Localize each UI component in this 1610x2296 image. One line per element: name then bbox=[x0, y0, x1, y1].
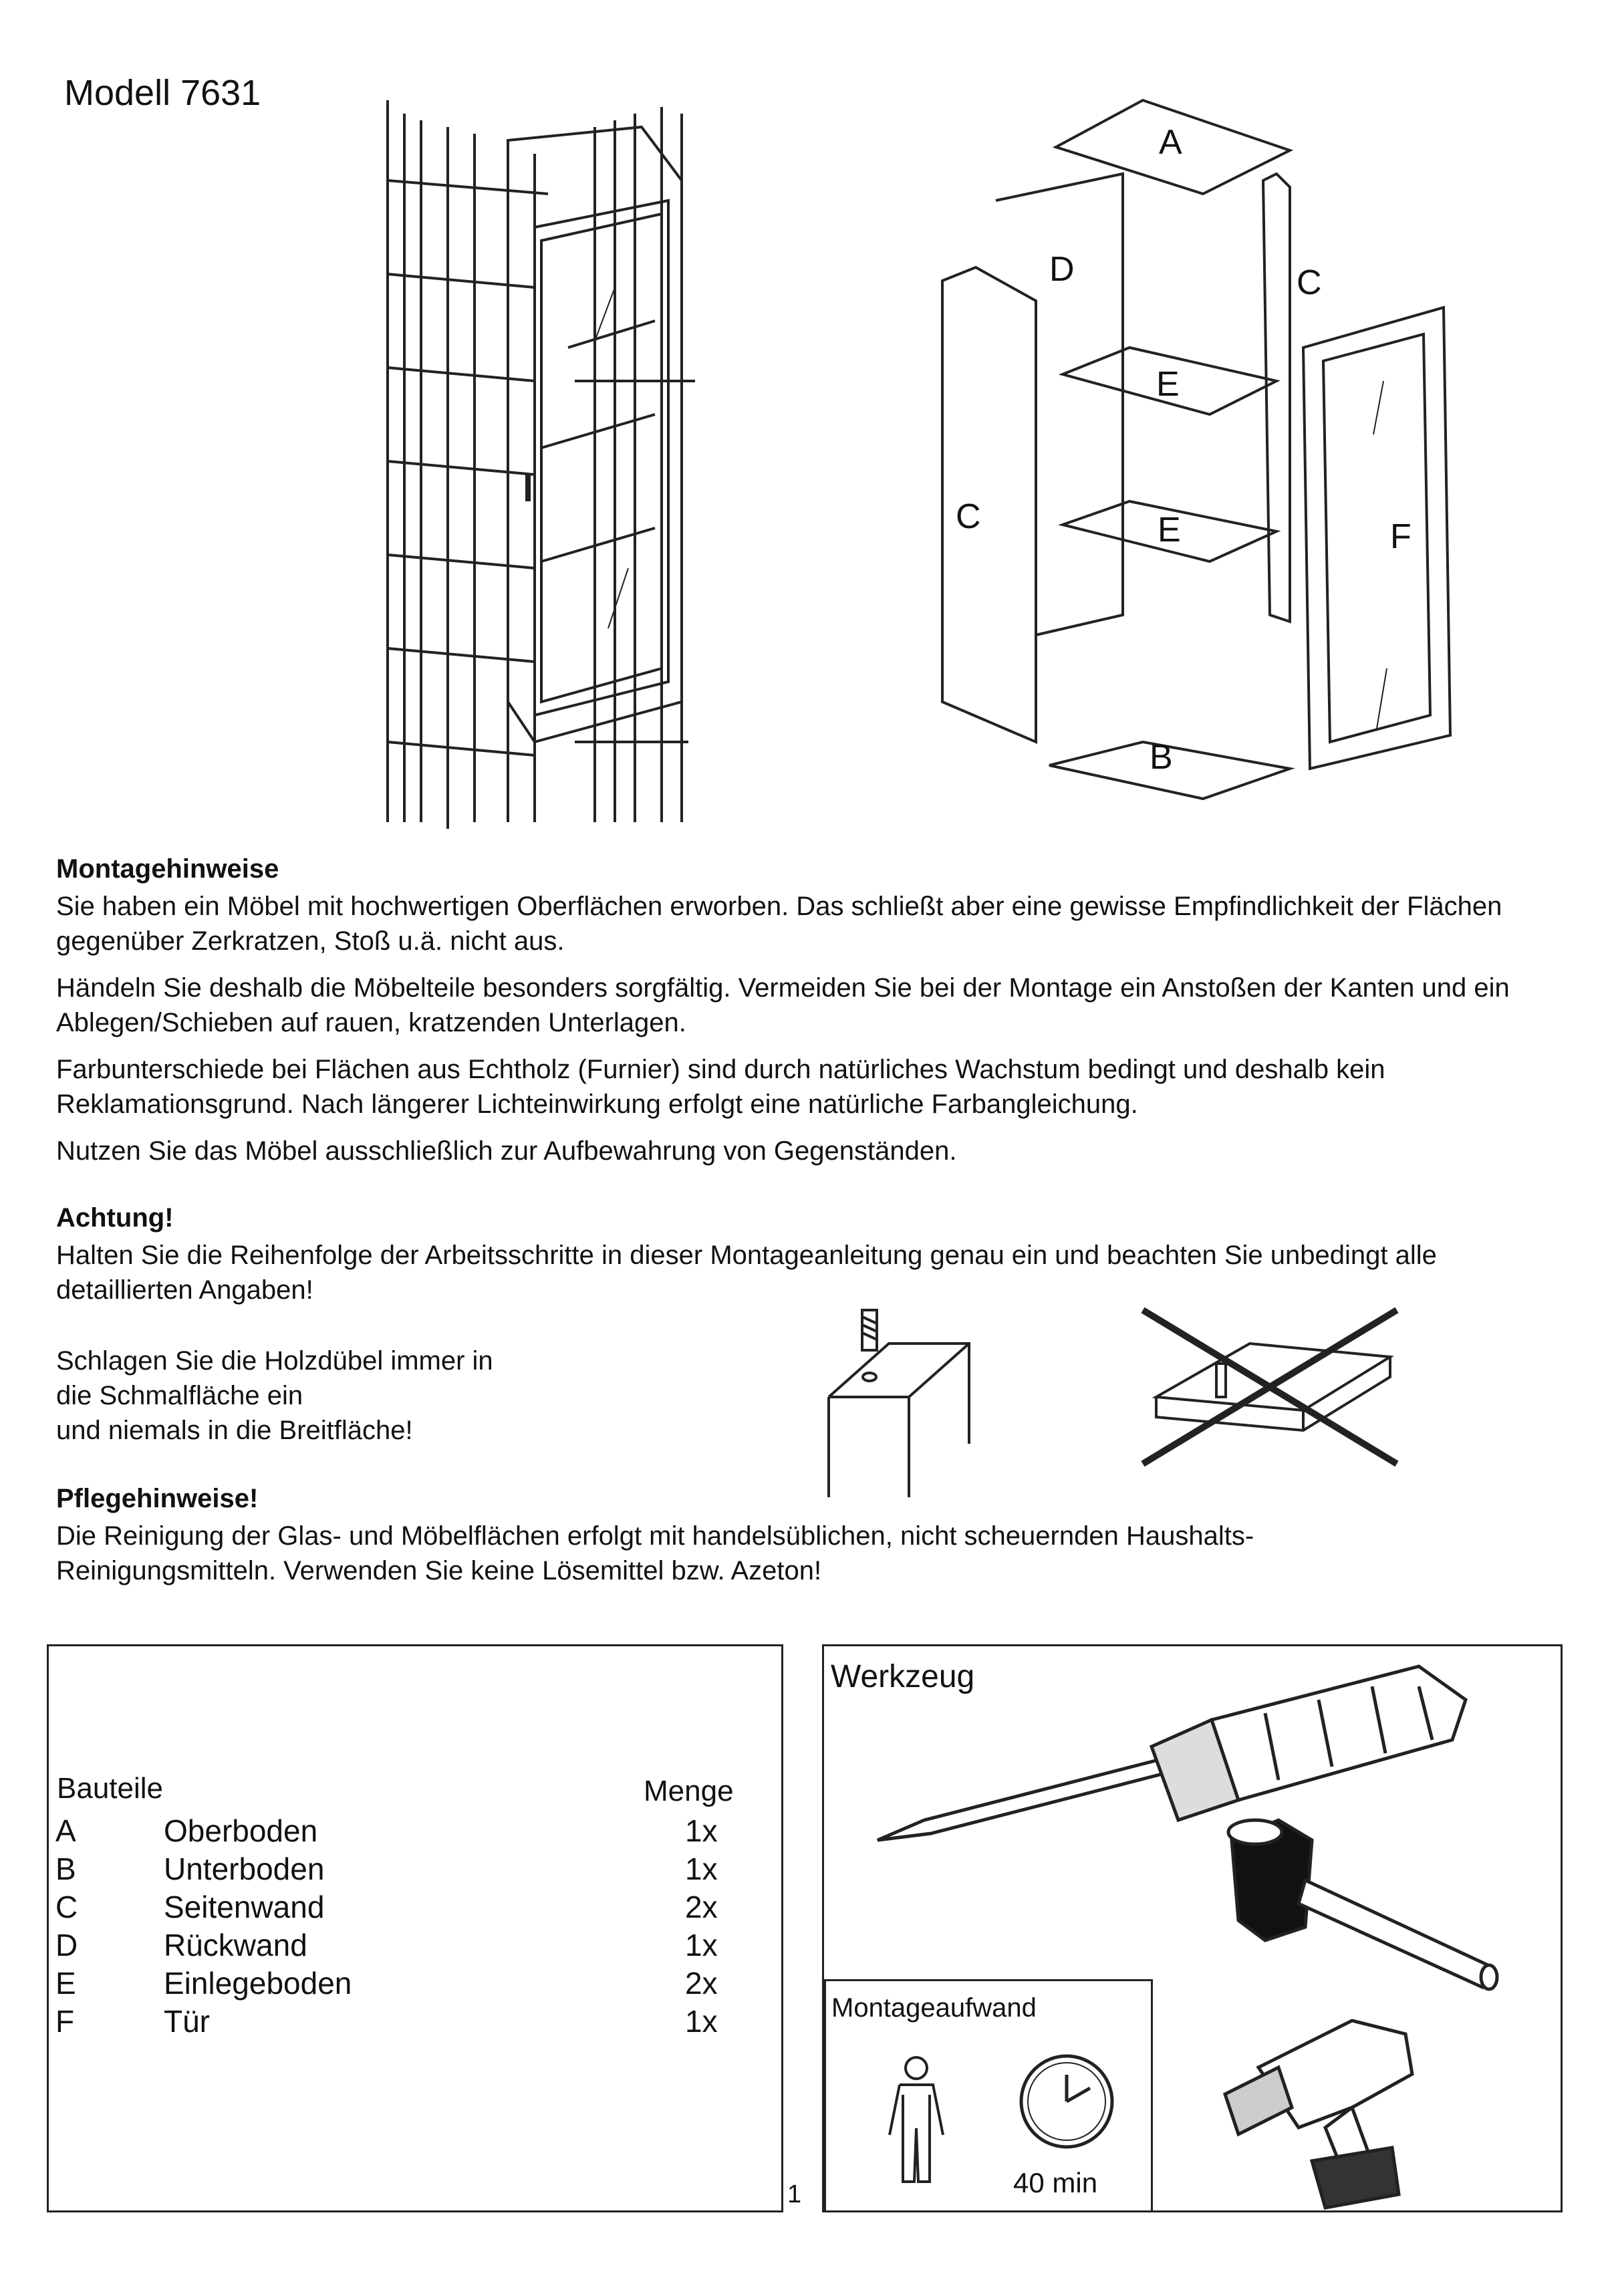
part-letter: C bbox=[55, 1890, 78, 1924]
assembled-cabinet-illustration bbox=[374, 100, 722, 829]
diagram-label-b: B bbox=[1150, 738, 1173, 777]
clock-icon bbox=[1017, 2051, 1117, 2152]
part-quantity: 2x bbox=[685, 1966, 718, 2001]
diagram-label-f: F bbox=[1390, 517, 1412, 556]
part-quantity: 1x bbox=[685, 1852, 718, 1886]
achtung-text: Halten Sie die Reihenfolge der Arbeitsschritte in dieser Montageanleitung genau ein und beachten Sie unbedingt alle detaillierten Angaben! bbox=[56, 1241, 1437, 1305]
part-letter: D bbox=[55, 1928, 78, 1962]
parts-row bbox=[49, 1888, 784, 1926]
pflege-text: Die Reinigung der Glas- und Möbelflächen erfolgt mit handelsüblichen, nicht scheuernden Haushalts-Reinigungsmitteln. Verwenden Sie keine Lösemittel bzw. Azeton! bbox=[56, 1521, 1254, 1585]
pflege-heading: Pflegehinweise! bbox=[56, 1484, 259, 1513]
parts-row bbox=[49, 1812, 784, 1850]
diagram-label-e-bottom: E bbox=[1158, 511, 1181, 549]
montage-paragraph-2: Händeln Sie deshalb die Möbelteile besonders sorgfältig. Vermeiden Sie bei der Montage ein Anstoßen der Kanten und ein Ablegen/Schieben auf rauen, kratzenden Unterlagen. bbox=[56, 973, 1510, 1037]
diagram-label-c-right: C bbox=[1297, 263, 1322, 302]
cordless-drill-icon bbox=[1218, 1994, 1446, 2208]
part-quantity: 1x bbox=[685, 2004, 718, 2039]
montage-heading: Montagehinweise bbox=[56, 854, 279, 884]
part-letter: F bbox=[55, 2004, 75, 2039]
achtung-heading: Achtung! bbox=[56, 1203, 174, 1233]
diagram-label-e-top: E bbox=[1156, 365, 1180, 404]
part-name: Einlegeboden bbox=[164, 1966, 352, 2001]
part-quantity: 1x bbox=[685, 1928, 718, 1962]
part-quantity: 1x bbox=[685, 1813, 718, 1848]
effort-box bbox=[824, 1979, 1153, 2212]
part-letter: A bbox=[55, 1813, 76, 1848]
part-name: Unterboden bbox=[164, 1852, 325, 1886]
parts-row bbox=[49, 1850, 784, 1888]
effort-label: Montageaufwand bbox=[831, 1993, 1037, 2023]
dowel-instruction-line-3: und niemals in die Breitfläche! bbox=[56, 1416, 413, 1445]
part-name: Tür bbox=[164, 2004, 210, 2039]
part-letter: B bbox=[55, 1852, 76, 1886]
page-number: 1 bbox=[787, 2180, 802, 2208]
dowel-wrong-illustration bbox=[1136, 1303, 1403, 1471]
parts-row bbox=[49, 1964, 784, 2003]
quantity-header-label: Menge bbox=[644, 1775, 734, 1807]
part-name: Oberboden bbox=[164, 1813, 318, 1848]
mallet-icon bbox=[1225, 1813, 1506, 2001]
diagram-label-d: D bbox=[1049, 250, 1075, 289]
dowel-instruction-line-2: die Schmalfläche ein bbox=[56, 1381, 303, 1410]
exploded-parts-diagram bbox=[929, 100, 1464, 802]
effort-time: 40 min bbox=[1013, 2167, 1098, 2198]
diagram-label-c-left: C bbox=[956, 497, 981, 536]
diagram-label-a: A bbox=[1159, 123, 1182, 162]
parts-header-label: Bauteile bbox=[57, 1772, 164, 1805]
tools-heading: Werkzeug bbox=[831, 1659, 975, 1694]
montage-paragraph-1: Sie haben ein Möbel mit hochwertigen Oberflächen erworben. Das schließt aber eine gewisse Empfindlichkeit der Flächen gegenüber Zerkratzen, Stoß u.ä. nicht aus. bbox=[56, 892, 1502, 956]
part-letter: E bbox=[55, 1966, 76, 2001]
parts-table bbox=[49, 1812, 784, 2041]
dowel-instruction-line-1: Schlagen Sie die Holzdübel immer in bbox=[56, 1346, 493, 1376]
part-name: Rückwand bbox=[164, 1928, 307, 1962]
person-icon bbox=[880, 2055, 953, 2188]
montage-paragraph-4: Nutzen Sie das Möbel ausschließlich zur Aufbewahrung von Gegenständen. bbox=[56, 1136, 957, 1166]
part-name: Seitenwand bbox=[164, 1890, 325, 1924]
parts-row bbox=[49, 2003, 784, 2041]
tools-box bbox=[822, 1644, 1563, 2212]
dowel-correct-illustration bbox=[822, 1303, 982, 1497]
model-title: Modell 7631 bbox=[64, 73, 261, 113]
parts-row bbox=[49, 1926, 784, 1964]
part-quantity: 2x bbox=[685, 1890, 718, 1924]
montage-paragraph-3: Farbunterschiede bei Flächen aus Echtholz (Furnier) sind durch natürliches Wachstum bedingt und deshalb kein Reklamationsgrund. Nach längerer Lichteinwirkung erfolgt eine natürliche Farbangleichung. bbox=[56, 1055, 1385, 1119]
parts-list-box bbox=[47, 1644, 783, 2212]
